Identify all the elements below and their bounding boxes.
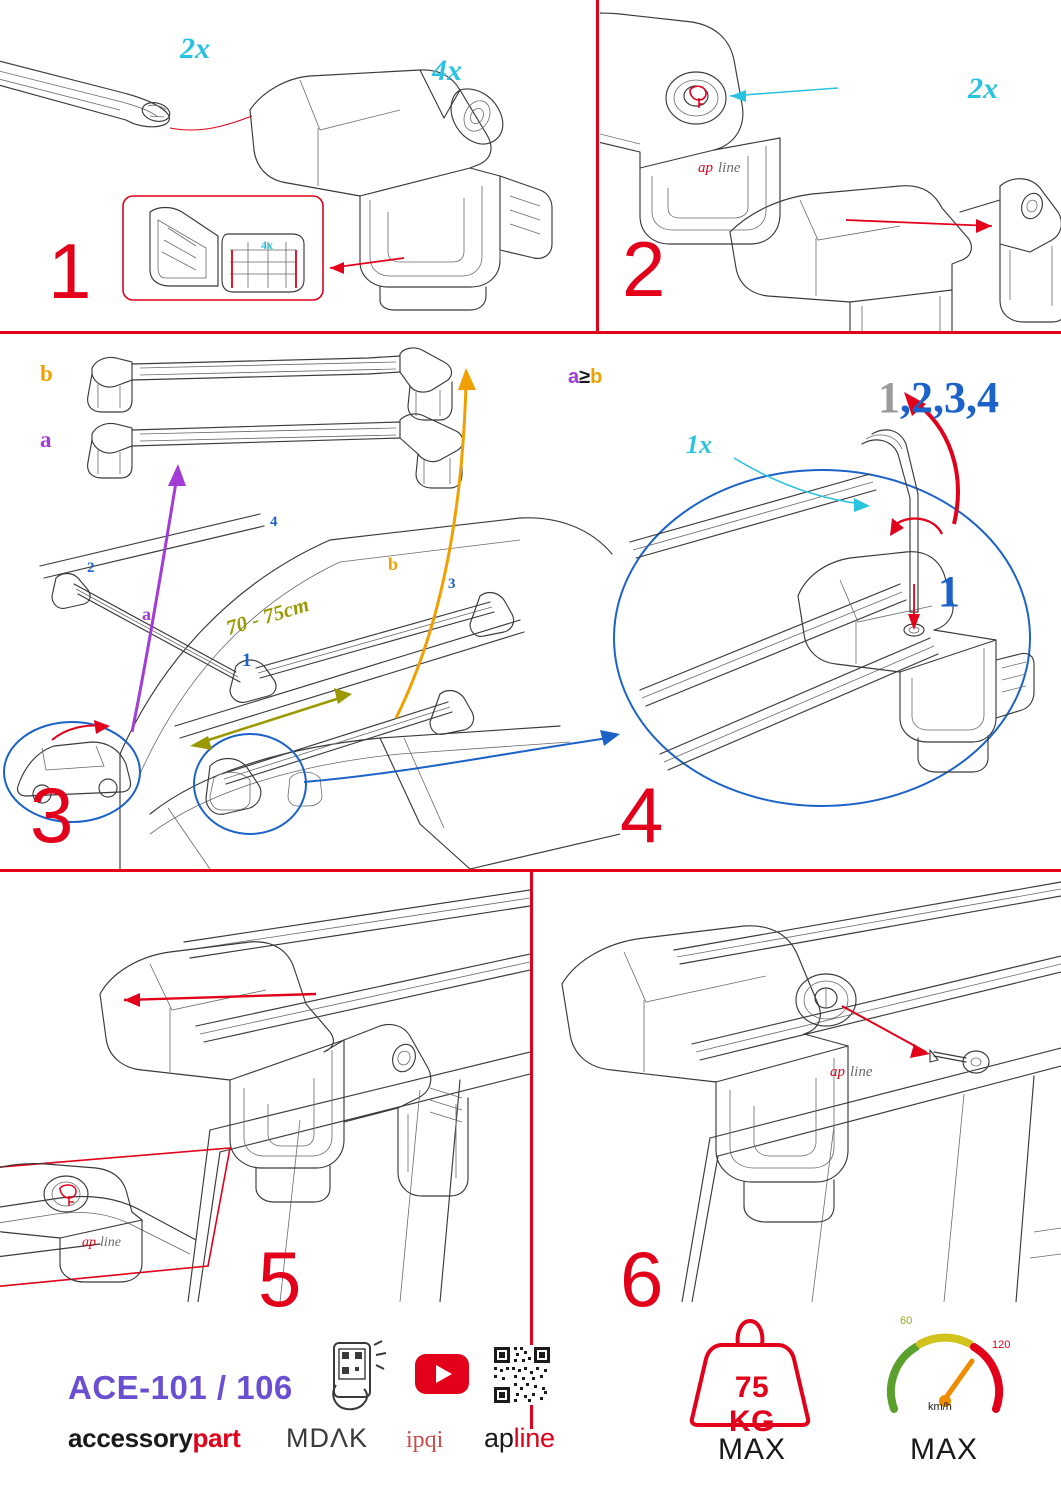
step-5-panel [0,872,530,1323]
bar-label-b-top: b [40,361,53,386]
step-4-circle-number: 1 [938,567,960,616]
step-6-number: 6 [620,1235,665,1323]
gauge-max-tick: 120 [992,1339,1011,1351]
position-number-1: 1 [242,650,252,671]
step-2-illustration [600,0,1061,331]
step-1-panel [0,0,596,331]
brand-accessorypart-red: part [192,1423,241,1453]
step-3-number: 3 [30,771,75,859]
svg-text:ap: ap [698,160,713,176]
step-1-quantity-bars: 2x [180,32,210,65]
crossbar-spacing-dimension: 70 - 75cm [223,592,312,640]
bar-label-a-top: a [40,427,52,452]
qr-code-icon [492,1345,552,1405]
svg-text:line: line [100,1235,121,1250]
step-1-quantity-feet: 4x [432,54,462,87]
tightening-order-rest: ,2,3,4 [900,373,999,422]
brand-apline-red: line [513,1423,555,1453]
bar-label-b-car: b [388,554,399,574]
gauge-min-tick: 60 [900,1315,913,1327]
qr-phone-icon [318,1339,396,1417]
step-5-number: 5 [258,1235,303,1323]
product-model: ACE-101 / 106 [68,1369,293,1406]
step-1-quantity-pads: 4x [261,238,273,252]
svg-text:ap: ap [830,1064,845,1080]
step-4-panel [568,334,1061,869]
step-4-quantity-key: 1x [686,430,712,459]
step-4-number: 4 [620,771,665,859]
position-number-3: 3 [448,576,456,592]
divider-step1-step2 [596,0,599,331]
brand-mdak: MDΛK [286,1423,369,1453]
step-2-panel [600,0,1061,331]
speed-unit: km/h [928,1401,952,1413]
brand-accessorypart [68,1423,240,1454]
step-1-number: 1 [48,227,93,315]
svg-text:line: line [850,1064,873,1080]
svg-text:ap: ap [82,1235,96,1250]
max-weight-value: 75 KG [729,1371,775,1438]
brand-apline-dark: ap [484,1423,514,1453]
position-number-2: 2 [87,560,95,576]
relation-a-ge-b: a≥b [568,366,603,388]
step-3-panel [0,334,620,869]
tightening-order-first: 1 [878,373,900,422]
brand-accessorypart-dark: accessory [68,1423,193,1453]
position-number-4: 4 [270,514,278,530]
step-2-number: 2 [622,225,667,313]
step-6-illustration [534,872,1061,1302]
step-2-quantity-locks: 2x [968,72,998,105]
max-weight-caption: MAX [717,1433,786,1466]
brand-ipqi: ipqi [406,1427,444,1453]
brand-apline [484,1423,555,1454]
footer [0,1305,1061,1500]
bar-label-a-car: a [142,604,151,624]
youtube-icon[interactable] [414,1353,470,1395]
tightening-order [878,372,999,423]
step-3-illustration [0,334,620,869]
max-speed-caption: MAX [909,1433,978,1466]
svg-text:line: line [718,160,741,176]
